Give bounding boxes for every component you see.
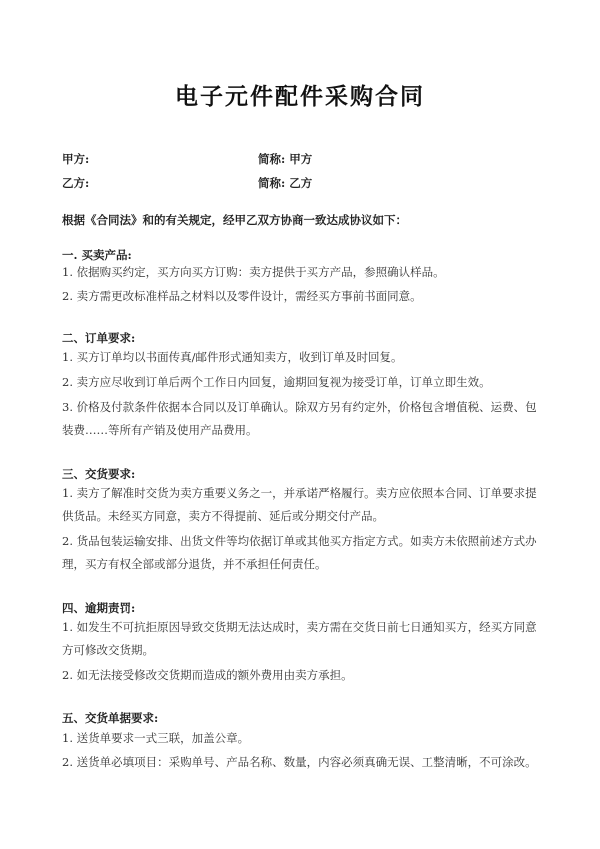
party-b-short-label: 简称: 乙方 [258, 176, 313, 190]
section-item: 2. 送货单必填项目：采购单号、产品名称、数量，内容必须真确无误、工整清晰，不可涂改。 [62, 755, 537, 769]
section-item: 2. 货品包装运输安排、出货文件等均依据订单或其他买方指定方式。如卖方未依照前述方式办理，买方有权全部或部分退货，并不承担任何责任。 [62, 534, 537, 571]
section-title: 四、逾期责罚: [62, 601, 136, 615]
contract-title: 电子元件配件采购合同 [175, 83, 425, 110]
section-item: 2. 如无法接受修改交货期而造成的额外费用由卖方承担。 [62, 668, 353, 682]
section-item: 1. 依据购买约定，买方向买方订购：卖方提供于买方产品，参照确认样品。 [62, 265, 445, 279]
section-title: 五、交货单据要求: [62, 711, 159, 725]
section-item: 1. 送货单要求一式三联，加盖公章。 [62, 731, 250, 745]
section-item: 1. 如发生不可抗拒原因导致交货期无法达成时，卖方需在交货日前七日通知买方，经买方同意方可修改交货期。 [62, 620, 537, 657]
section-item: 1. 卖方了解准时交货为卖方重要义务之一，并承诺严格履行。卖方应依照本合同、订单要求提供货品。未经买方同意，卖方不得提前、延后或分期交付产品。 [62, 486, 537, 523]
contract-intro: 根据《合同法》和的有关规定，经甲乙双方协商一致达成协议如下： [62, 213, 407, 227]
party-a-label: 甲方: [62, 152, 90, 166]
section-title: 一. 买卖产品: [62, 248, 132, 262]
section-item: 2. 卖方需更改标准样品之材料以及零件设计，需经买方事前书面同意。 [62, 289, 422, 303]
party-b-label: 乙方: [62, 176, 90, 190]
section-item: 3. 价格及付款条件依据本合同以及订单确认。除双方另有约定外，价格包含增值税、运费、包装费……等所有产销及使用产品费用。 [62, 400, 537, 437]
section-item: 1. 买方订单均以书面传真/邮件形式通知卖方，收到订单及时回复。 [62, 350, 403, 364]
section-title: 三、交货要求: [62, 467, 136, 481]
party-a-short-label: 简称: 甲方 [258, 152, 313, 166]
section-title: 二、订单要求: [62, 331, 136, 345]
section-item: 2. 卖方应尽收到订单后两个工作日内回复，逾期回复视为接受订单，订单立即生效。 [62, 375, 491, 389]
